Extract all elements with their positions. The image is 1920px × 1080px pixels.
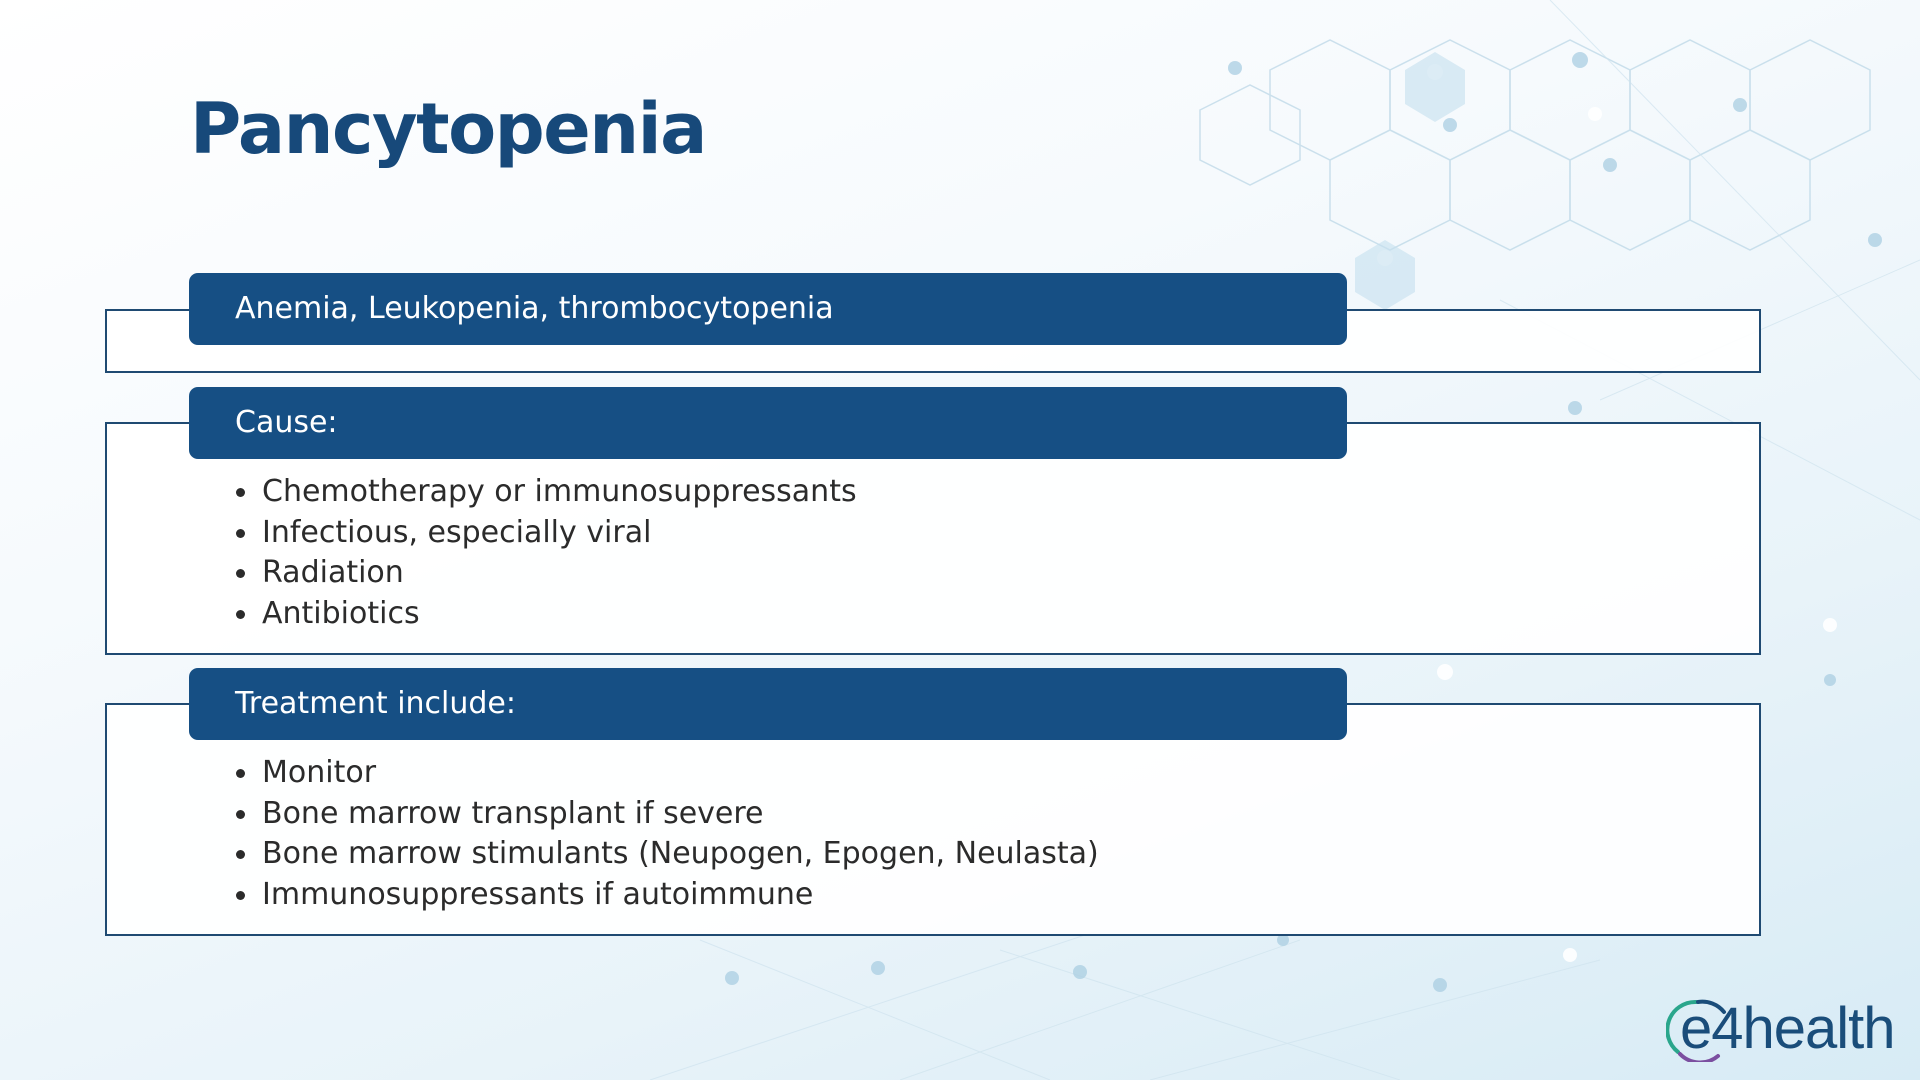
cause-bullet-list bbox=[230, 472, 857, 634]
list-item: Bone marrow transplant if severe bbox=[230, 794, 1099, 835]
list-item: Antibiotics bbox=[230, 594, 857, 635]
section-header-cause: Cause: bbox=[189, 387, 1347, 459]
section-header-overview: Anemia, Leukopenia, thrombocytopenia bbox=[189, 273, 1347, 345]
list-item: Chemotherapy or immunosuppressants bbox=[230, 472, 857, 513]
slide-title: Pancytopenia bbox=[190, 88, 706, 170]
list-item: Infectious, especially viral bbox=[230, 513, 857, 554]
e4health-logo-text: e4health bbox=[1680, 996, 1895, 1061]
list-item: Bone marrow stimulants (Neupogen, Epogen, Neulasta) bbox=[230, 834, 1099, 875]
treatment-bullet-list bbox=[230, 753, 1099, 915]
e4health-logo bbox=[1666, 994, 1896, 1064]
section-header-treatment: Treatment include: bbox=[189, 668, 1347, 740]
list-item: Monitor bbox=[230, 753, 1099, 794]
list-item: Radiation bbox=[230, 553, 857, 594]
list-item: Immunosuppressants if autoimmune bbox=[230, 875, 1099, 916]
